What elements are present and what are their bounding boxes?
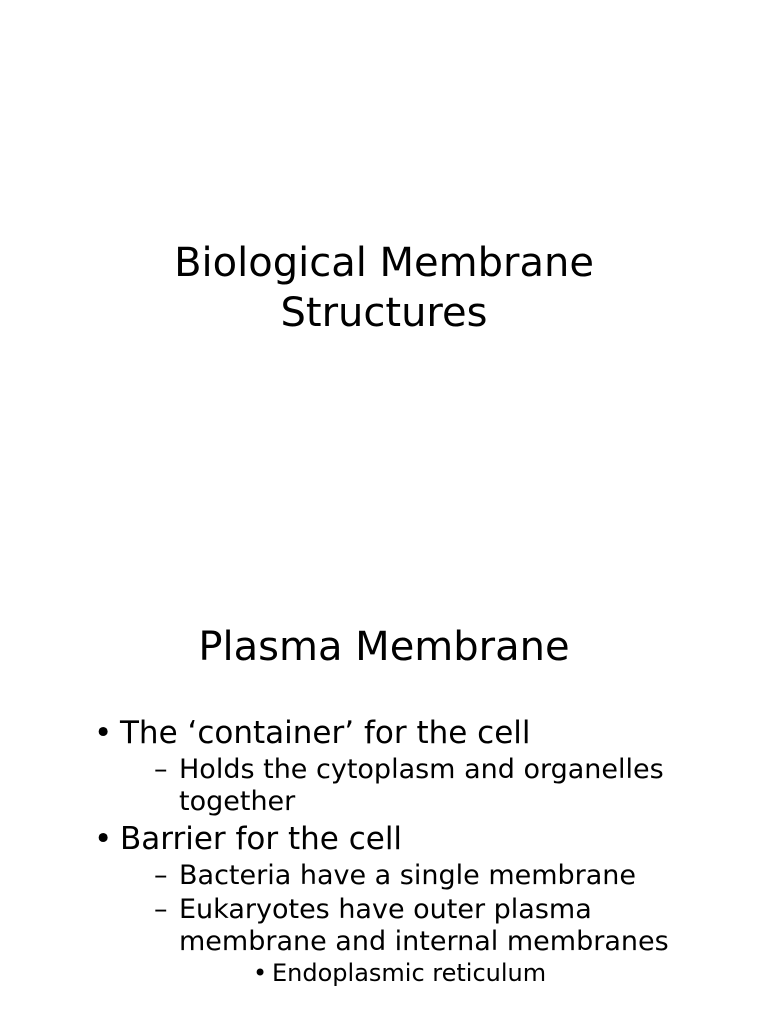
bullet-item (94, 820, 714, 988)
bullet-marker: • (94, 715, 113, 751)
slide-title: Plasma Membrane (198, 624, 570, 670)
dash-marker: – (154, 860, 168, 891)
sub-bullet-item (120, 894, 714, 988)
bullet-text: The ‘container’ for the cell (120, 715, 531, 751)
sub-bullet-text: Eukaryotes have outer plasma membrane and internal membranes (179, 894, 669, 957)
bullet-item (94, 714, 714, 818)
dash-marker: – (154, 754, 168, 785)
sub-bullet-list (120, 754, 714, 818)
sub-bullet-item (120, 860, 714, 892)
bullet-text: Barrier for the cell (120, 821, 403, 857)
sub-bullet-text: Bacteria have a single membrane (179, 860, 637, 891)
sub-bullet-item (120, 754, 714, 818)
sub-bullet-text: Holds the cytoplasm and organelles together (179, 754, 664, 817)
slide-title-line: Biological Membrane (174, 240, 594, 286)
dash-marker: – (154, 894, 168, 925)
bullet-marker: • (253, 959, 268, 987)
sub-sub-bullet-item (179, 958, 714, 988)
sub-sub-bullet-text: Endoplasmic reticulum (272, 959, 547, 987)
slide-title-line: Structures (280, 290, 488, 336)
content-slide (0, 576, 768, 1024)
sub-sub-bullet-list (179, 958, 714, 988)
bullet-list (94, 712, 714, 988)
bullet-marker: • (94, 821, 113, 857)
slide-title (0, 238, 768, 338)
sub-bullet-list (120, 860, 714, 988)
